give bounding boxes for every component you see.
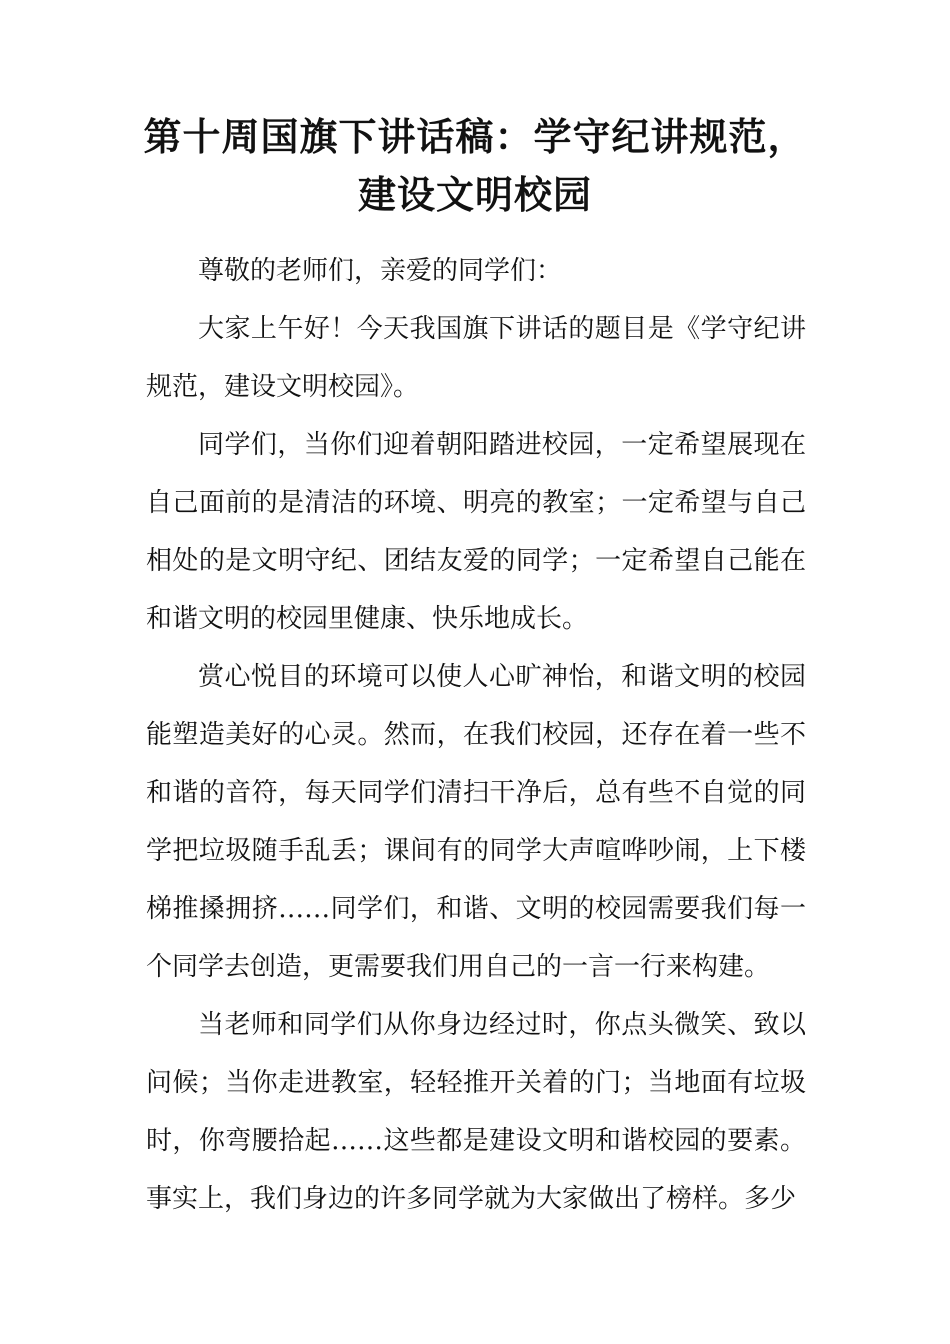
paragraph-problems: 赏心悦目的环境可以使人心旷神怡，和谐文明的校园能塑造美好的心灵。然而，在我们校园，还存在着一些不和谐的音符，每天同学们清扫干净后，总有些不自觉的同学把垃圾随手乱丢；课间有的同学大声喧哗吵闹，上下楼梯推搡拥挤……同学们，和谐、文明的校园需要我们每一个同学去创造，更需要我们用自己的一言一行来构建。 [146,662,806,982]
title-line-1: 第十周国旗下讲话稿：学守纪讲规范， [143,115,807,159]
paragraph-greeting: 尊敬的老师们，亲爱的同学们： [198,256,563,286]
paragraph-examples: 当老师和同学们从你身边经过时，你点头微笑、致以问候；当你走进教室，轻轻推开关着的门；当地面有垃圾时，你弯腰拾起……这些都是建设文明和谐校园的要素。事实上，我们身边的许多同学就为大家做出了榜样。多少 [146,1010,806,1214]
document-body [146,242,806,1228]
document-title [100,108,850,224]
paragraph-intro: 大家上午好！今天我国旗下讲话的题目是《学守纪讲规范，建设文明校园》。 [146,314,806,402]
title-line-2: 建设文明校园 [357,173,592,217]
paragraph-hope: 同学们，当你们迎着朝阳踏进校园，一定希望展现在自己面前的是清洁的环境、明亮的教室；一定希望与自己相处的是文明守纪、团结友爱的同学；一定希望自己能在和谐文明的校园里健康、快乐地成长。 [146,430,806,634]
